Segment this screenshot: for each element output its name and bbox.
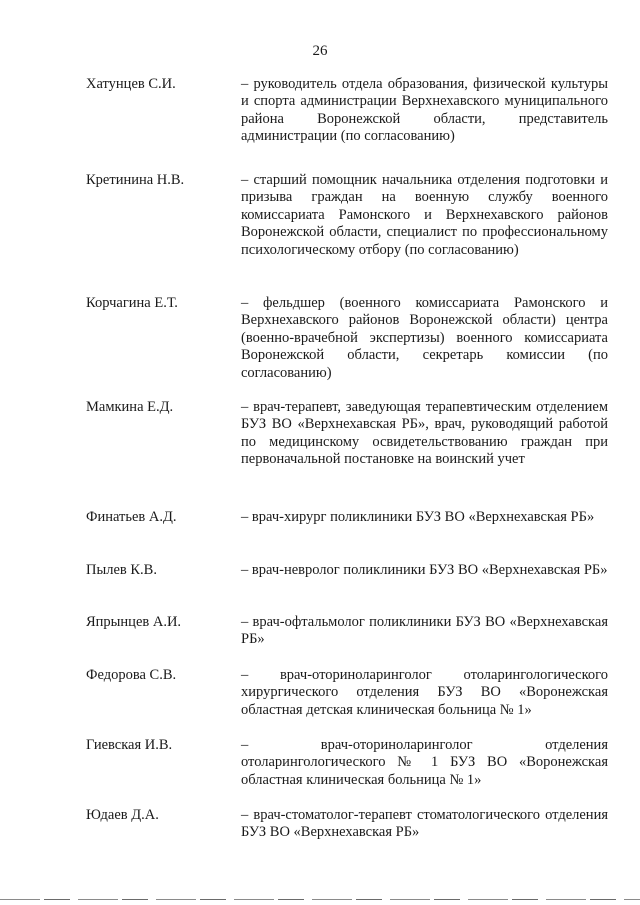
bottom-divider [0, 899, 640, 900]
member-name: Финатьев А.Д. [86, 509, 177, 525]
member-role: – врач-невролог поликлиники БУЗ ВО «Верхнехавская РБ» [241, 562, 608, 578]
member-name: Юдаев Д.А. [86, 807, 159, 823]
member-entry [86, 295, 608, 399]
member-role: – старший помощник начальника отделения подготовки и призыва граждан на военную службу военного комиссариата Рамонского и Верхнехавского районов Воронежской области, специалист по профессиональному психологическому отбору (по согласованию) [241, 172, 608, 258]
member-entry [86, 76, 608, 172]
member-role: – руководитель отдела образования, физической культуры и спорта администрации Верхнехавского муниципального района Воронежской области, представитель администрации (по согласованию) [241, 76, 608, 145]
member-role: – врач-оториноларинголог отделения отоларингологического № 1 БУЗ ВО «Воронежская областная клиническая больница № 1» [241, 737, 608, 788]
member-name: Пылев К.В. [86, 562, 157, 578]
member-role: – врач-оториноларинголог отоларингологического хирургического отделения БУЗ ВО «Воронежская областная детская клиническая больница № 1» [241, 667, 608, 718]
member-name: Федорова С.В. [86, 667, 177, 683]
member-entry [86, 807, 608, 847]
member-name: Корчагина Е.Т. [86, 295, 178, 311]
member-entry [86, 562, 608, 614]
member-entry [86, 172, 608, 295]
member-entry [86, 509, 608, 562]
member-role: – врач-хирург поликлиники БУЗ ВО «Верхнехавская РБ» [241, 509, 595, 525]
member-role: – врач-терапевт, заведующая терапевтическим отделением БУЗ ВО «Верхнехавская РБ», врач, руководящий работой по медицинскому освидетельствованию граждан при первоначальной постановке на воинский учет [241, 399, 608, 468]
page-number: 26 [312, 43, 328, 59]
member-entry [86, 737, 608, 807]
member-name: Мамкина Е.Д. [86, 399, 174, 415]
member-role: – фельдшер (военного комиссариата Рамонского и Верхнехавского районов Воронежской области) центра (военно-врачебной экспертизы) военного комиссариата Воронежской области, секретарь комиссии (по согласованию) [241, 295, 608, 381]
member-name: Япрынцев А.И. [86, 614, 182, 630]
member-name: Гиевская И.В. [86, 737, 173, 753]
member-entry [86, 667, 608, 737]
member-entry [86, 399, 608, 509]
member-role: – врач-стоматолог-терапевт стоматологического отделения БУЗ ВО «Верхнехавская РБ» [241, 807, 608, 841]
member-entry [86, 614, 608, 667]
member-name: Кретинина Н.В. [86, 172, 185, 188]
commission-members-list [86, 76, 608, 847]
member-role: – врач-офтальмолог поликлиники БУЗ ВО «Верхнехавская РБ» [241, 614, 608, 648]
member-name: Хатунцев С.И. [86, 76, 176, 92]
